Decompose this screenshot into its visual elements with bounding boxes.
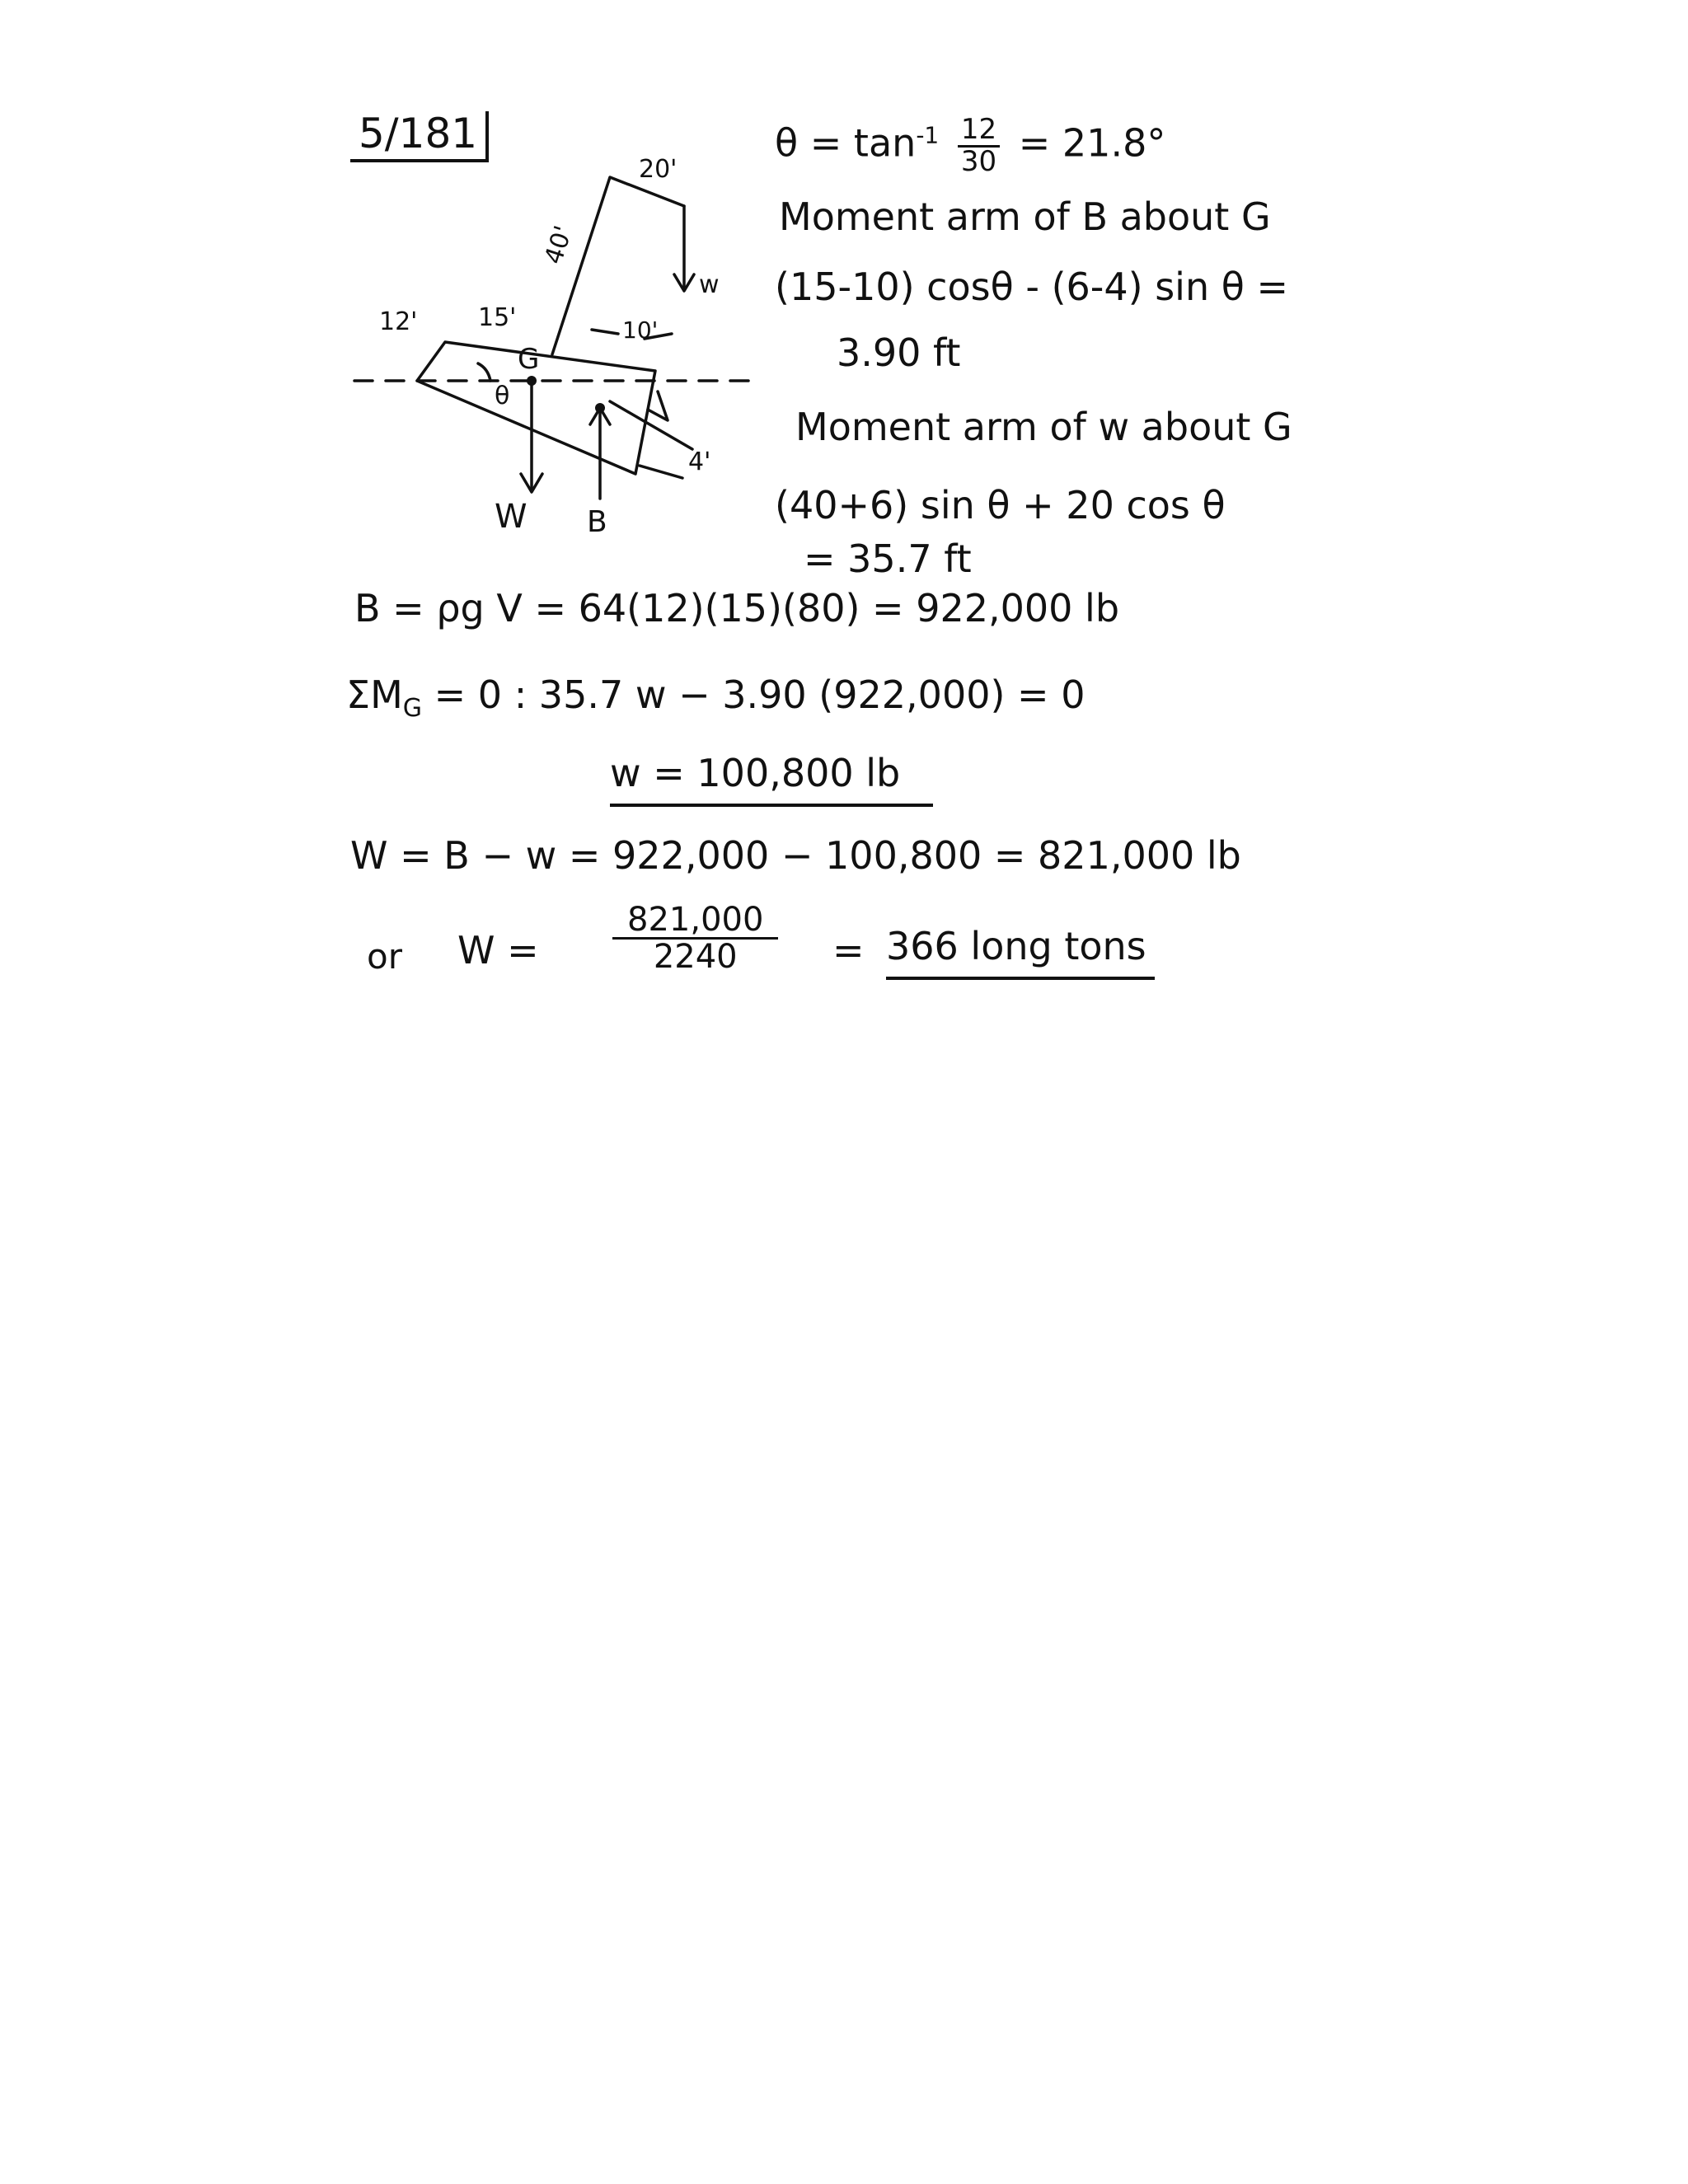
tons-num: 821,000	[612, 902, 778, 940]
theta-lhs: θ = tan	[775, 120, 917, 166]
tons-equals: =	[832, 928, 865, 972]
w-result: w = 100,800 lb	[610, 754, 933, 807]
label-small-w: w	[699, 270, 720, 299]
buoyancy-equation: B = ρg V = 64(12)(15)(80) = 922,000 lb	[354, 586, 1120, 630]
tons-result: 366 long tons	[886, 927, 1155, 980]
label-40ft: 40'	[539, 222, 579, 268]
b-point	[595, 403, 605, 413]
label-theta: θ	[495, 382, 510, 410]
label-buoyancy: B	[587, 505, 607, 539]
tons-fraction	[612, 902, 778, 974]
or-label: or	[367, 936, 402, 977]
theta-arc	[478, 363, 490, 381]
dim-4-line-lower	[640, 466, 682, 478]
arm-w-heading: Moment arm of w about G	[795, 405, 1292, 449]
moment-equation	[346, 673, 1085, 724]
theta-result: = 21.8°	[1018, 120, 1166, 166]
label-g: G	[518, 343, 540, 376]
tons-fraction-wrap	[606, 902, 785, 974]
free-body-diagram	[346, 152, 775, 556]
moment-rest: = 0 : 35.7 w − 3.90 (922,000) = 0	[422, 673, 1085, 717]
mast-outline	[552, 177, 684, 354]
arm-b-heading: Moment arm of B about G	[779, 194, 1271, 239]
theta-den: 30	[960, 144, 997, 178]
theta-fraction	[958, 115, 1000, 176]
dim-10-arrow-left-icon	[592, 330, 618, 334]
theta-equation	[775, 115, 1165, 176]
moment-sub: G	[402, 694, 423, 724]
dim-4-line-upper	[610, 401, 692, 449]
tons-lhs: W =	[457, 928, 539, 972]
g-point	[527, 376, 537, 386]
label-4ft: 4'	[688, 448, 711, 476]
arm-w-value: = 35.7 ft	[804, 537, 972, 581]
tons-den: 2240	[653, 938, 738, 976]
label-weight: W	[495, 498, 528, 536]
label-20ft: 20'	[639, 155, 678, 184]
arm-w-expression: (40+6) sin θ + 20 cos θ	[775, 483, 1226, 527]
moment-lhs: ΣM	[346, 673, 403, 717]
label-10ft: 10'	[622, 316, 659, 344]
theta-num: 12	[958, 115, 1000, 148]
problem-number: 5/181	[350, 111, 489, 162]
arm-b-value: 3.90 ft	[837, 330, 961, 375]
weight-equation: W = B − w = 922,000 − 100,800 = 821,000 lb	[350, 833, 1241, 878]
arm-b-expression: (15-10) cosθ - (6-4) sin θ =	[775, 265, 1289, 309]
label-15ft: 15'	[478, 303, 517, 332]
theta-sup: -1	[916, 121, 940, 149]
label-12ft: 12'	[379, 307, 418, 336]
